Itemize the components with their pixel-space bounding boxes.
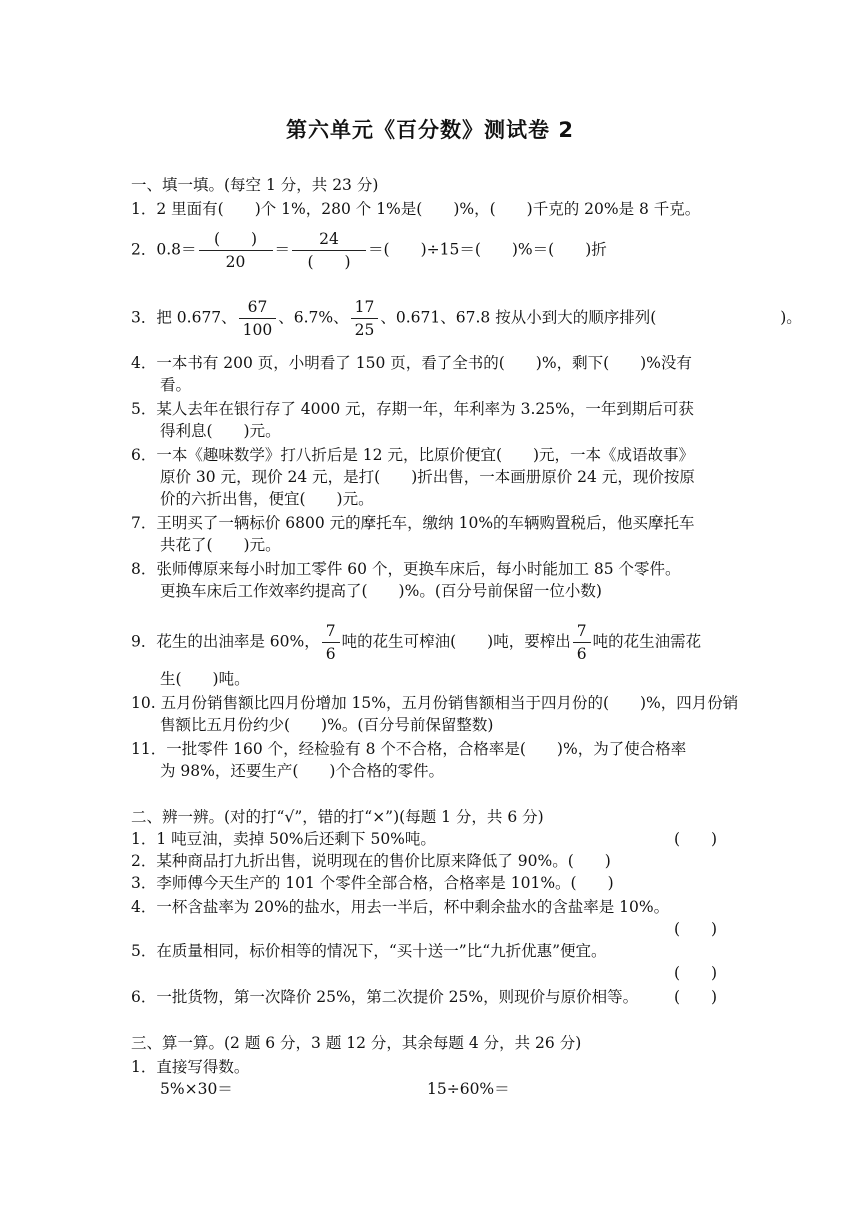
q3-f2-numerator: 17 xyxy=(351,298,379,319)
q9-suffix: 吨的花生油需花 xyxy=(592,632,702,651)
judge-4-answer-paren: ( ) xyxy=(674,920,718,938)
q9-f1-denominator: 6 xyxy=(325,645,336,663)
q9-fraction-1 xyxy=(322,622,340,663)
question-1-10-line2: 售额比五月份约少( )%。(百分号前保留整数) xyxy=(160,716,494,734)
q3-fraction-1 xyxy=(239,298,277,339)
calc-item-1: 5%×30＝ xyxy=(160,1080,233,1098)
q2-f2-denominator: ( ) xyxy=(307,253,351,271)
section3-header: 三、算一算。(2 题 6 分，3 题 12 分，其余每题 4 分，共 26 分) xyxy=(131,1034,582,1052)
judge-question-3: 3．李师傅今天生产的 101 个零件全部合格，合格率是 101%。( ) xyxy=(131,874,614,892)
question-1-1: 1．2 里面有( )个 1%，280 个 1%是( )%，( )千克的 20%是 8 千克。 xyxy=(131,200,701,218)
q2-suffix: ＝( )÷15＝( )%＝( )折 xyxy=(368,240,607,259)
judge-6-answer-paren: ( ) xyxy=(674,988,718,1006)
question-1-5-line1: 5．某人去年在银行存了 4000 元，存期一年，年利率为 3.25%，一年到期后可获 xyxy=(131,400,694,418)
question-1-6-line2: 原价 30 元，现价 24 元，是打( )折出售，一本画册原价 24 元，现价按原 xyxy=(160,468,695,486)
q3-prefix: 3．把 0.677、 xyxy=(131,308,237,327)
question-1-10-line1: 10. 五月份销售额比四月份增加 15%，五月份销售额相当于四月份的( )%，四月份销 xyxy=(131,694,739,712)
judge-question-5: 5．在质量相同，标价相等的情况下，“买十送一”比“九折优惠”便宜。 xyxy=(131,942,607,960)
question-1-5-line2: 得利息( )元。 xyxy=(160,422,281,440)
question-1-7-line2: 共花了( )元。 xyxy=(160,536,281,554)
judge-question-2: 2．某种商品打九折出售，说明现在的售价比原来降低了 90%。( ) xyxy=(131,852,611,870)
q2-prefix: 2．0.8＝ xyxy=(131,240,197,259)
q3-f2-denominator: 25 xyxy=(354,321,375,339)
page-title: 第六单元《百分数》测试卷 2 xyxy=(286,118,574,142)
q9-f1-numerator: 7 xyxy=(322,622,340,643)
question-1-9-line1 xyxy=(131,622,701,663)
q9-f2-denominator: 6 xyxy=(576,645,587,663)
q3-suffix: 、0.671、67.8 按从小到大的顺序排列( )。 xyxy=(380,308,802,327)
judge-question-6: 6．一批货物，第一次降价 25%，第二次提价 25%，则现价与原价相等。 xyxy=(131,988,639,1006)
question-1-4-line1: 4．一本书有 200 页，小明看了 150 页，看了全书的( )%，剩下( )%没有 xyxy=(131,354,692,372)
q9-mid: 吨的花生可榨油( )吨，要榨出 xyxy=(341,632,571,651)
q3-f1-numerator: 67 xyxy=(239,298,277,319)
judge-question-4: 4．一杯含盐率为 20%的盐水，用去一半后，杯中剩余盐水的含盐率是 10%。 xyxy=(131,898,670,916)
section1-header: 一、填一填。(每空 1 分，共 23 分) xyxy=(131,176,379,194)
q3-f1-denominator: 100 xyxy=(242,321,273,339)
q2-fraction-1 xyxy=(199,230,273,271)
question-1-9-line2: 生( )吨。 xyxy=(160,670,250,688)
q2-equals: ＝ xyxy=(274,240,291,259)
q2-fraction-2 xyxy=(292,230,366,271)
section2-header: 二、辨一辨。(对的打“√”，错的打“×”)(每题 1 分，共 6 分) xyxy=(131,808,544,826)
question-1-6-line3: 价的六折出售，便宜( )元。 xyxy=(160,490,374,508)
question-1-4-line2: 看。 xyxy=(160,376,192,394)
q2-f2-numerator: 24 xyxy=(292,230,366,251)
q2-f1-denominator: 20 xyxy=(225,253,246,271)
q3-fraction-2 xyxy=(351,298,379,339)
q3-mid: 、6.7%、 xyxy=(278,308,349,327)
judge-1-answer-paren: ( ) xyxy=(674,830,718,848)
question-1-11-line1: 11．一批零件 160 个，经检验有 8 个不合格，合格率是( )%，为了使合格率 xyxy=(131,740,687,758)
judge-question-1: 1．1 吨豆油，卖掉 50%后还剩下 50%吨。 xyxy=(131,830,436,848)
question-1-2 xyxy=(131,230,607,271)
q9-prefix: 9．花生的出油率是 60%， xyxy=(131,632,320,651)
calc-question-1: 1．直接写得数。 xyxy=(131,1058,250,1076)
calc-item-2: 15÷60%＝ xyxy=(427,1080,510,1098)
question-1-7-line1: 7．王明买了一辆标价 6800 元的摩托车，缴纳 10%的车辆购置税后，他买摩托车 xyxy=(131,514,695,532)
question-1-6-line1: 6．一本《趣味数学》打八折后是 12 元，比原价便宜( )元，一本《成语故事》 xyxy=(131,446,695,464)
question-1-8-line1: 8．张师傅原来每小时加工零件 60 个，更换车床后，每小时能加工 85 个零件。 xyxy=(131,560,681,578)
judge-5-answer-paren: ( ) xyxy=(674,964,718,982)
q9-f2-numerator: 7 xyxy=(573,622,591,643)
question-1-11-line2: 为 98%，还要生产( )个合格的零件。 xyxy=(160,762,444,780)
q9-fraction-2 xyxy=(573,622,591,663)
q2-f1-numerator: ( ) xyxy=(199,230,273,251)
question-1-8-line2: 更换车床后工作效率约提高了( )%。(百分号前保留一位小数) xyxy=(160,582,602,600)
question-1-3 xyxy=(131,298,802,339)
